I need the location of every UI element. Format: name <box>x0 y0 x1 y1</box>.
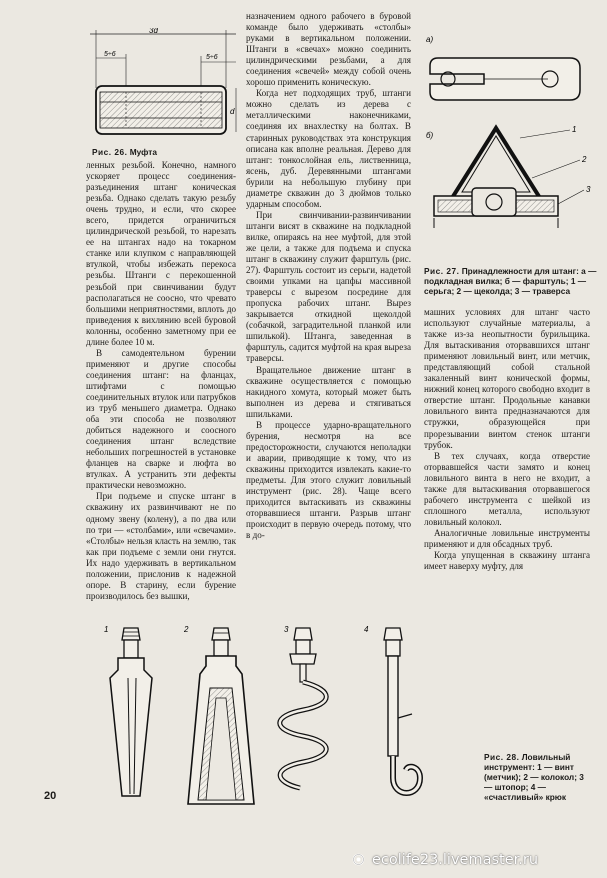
fig28-num-4: 4 <box>364 625 369 634</box>
figure-26-coupling-drawing <box>86 28 246 148</box>
fig28-num-3: 3 <box>284 625 289 634</box>
figure-28-fishing-tools-drawing <box>90 618 460 818</box>
fig27-label-a: а) <box>426 35 434 44</box>
fig26-dim-left: 5÷6 <box>104 51 116 58</box>
col3-paragraph-4: Когда упущенная в скважину штанга имеет наверху муфту, для <box>424 550 590 572</box>
fig28-caption-label: Рис. 28. <box>484 752 520 762</box>
figure-26-caption <box>92 147 157 157</box>
figure-27-rod-accessories-drawing <box>420 28 605 263</box>
col2-paragraph-3: При свинчивании-развинчивании штанги висят в скважине на подкладной вилке, опираясь на нее муфтой, для этой же цели, а также для подъема и спуска штанг в скважину служит фарштуль (рис. 27). Фарштуль состоит из серьги, надетой своими упками на цапфы массивной траверсы с вырезом посредине для пропуска рабочих штанг. Вырез закрывается откидной щеколдой (собачкой, заградительной планкой или шпилькой). Штанга, заведенная в фарштуль, садится муфтой на края выреза траверсы. <box>246 209 411 364</box>
watermark-text: ecolife23.livemaster.ru <box>372 852 539 868</box>
fig27-num-2: 2 <box>582 155 587 164</box>
fig26-caption-text: Муфта <box>129 147 157 157</box>
text-column-3 <box>424 307 590 572</box>
fig27-caption-text: Принадлежности для штанг: а — подкладная вилка; б — фарштуль; 1 — серьга; 2 — щеколда; 3 — траверса <box>424 266 597 296</box>
col2-paragraph-2: Когда нет подходящих труб, штанги можно сделать из дерева с металлическими наконечниками, соединяя их внахлестку на болтах. В старинных руководствах эта конструкция описана как вполне реальная. Дерево для штанг: тонкослойная ель, лиственница, ясень, дуб. Деревянными штангами бурили на небольшую глубину при диаметре скважин до 3 дюймов только ударным способом. <box>246 88 411 209</box>
fig26-dim-right: 5÷6 <box>206 54 218 61</box>
fig26-dim-side: d <box>230 107 235 116</box>
fig28-hook-tool <box>384 628 420 793</box>
figure-27-caption <box>424 266 600 296</box>
fig26-dim-top: 3d <box>149 28 158 35</box>
fig27-caption-label: Рис. 27. <box>424 266 460 276</box>
col1-paragraph-1: ленных резьбой. Конечно, намного ускоряет процесс соединения-разъединения штанг коническая резьба. Однако сделать такую резьбу очень трудно, и если, что скорее всего, придется ограничиться цилиндрической резьбой, то нарезать ее на штангах надо на токарном станке или клупком с направляющей втулкой, чтобы избежать перекоса резьбы. Штанги с перекошенной резьбой при свинчивании будут располагаться не соосно, что чревато большими неприятностями, вплоть до приведения к вихлянию всей буровой колонны, особенно заметному при ее длине более 10 м. <box>86 160 236 347</box>
fig27-num-3: 3 <box>586 185 591 194</box>
fig28-bell-tool <box>188 628 254 804</box>
fig28-corkscrew-tool <box>280 628 327 788</box>
col3-paragraph-2: В тех случаях, когда отверстие оторвавшейся части замято и конец ловильного винта в него не входит, а также для вытаскивания оторвавшегося рабочего инструмента с шейкой из сплошного металла, используют ловильный колокол. <box>424 450 590 527</box>
fig27-label-b: б) <box>426 131 434 140</box>
col3-paragraph-3: Аналогичные ловильные инструменты применяют и для обсадных труб. <box>424 527 590 549</box>
fig28-num-1: 1 <box>104 625 109 634</box>
figure-28-caption <box>484 752 594 802</box>
fig28-tap-tool <box>110 628 152 796</box>
fig28-caption-text: Ловильный инструмент: 1 — винт (метчик); 2 — колокол; 3 — штопор; 4 — «счастливый» крюк <box>484 752 584 802</box>
fig26-caption-label: Рис. 26. <box>92 147 128 157</box>
col3-paragraph-1: машних условиях для штанг часто используют случайные материалы, а также из-за неопытности бурильщика. Для вытаскивания оторвавшихся штанг применяют ловильный винт, или метчик, представляющий собой стальной закаленный винт конической формы, нижний конец которого свободно входит в отверстие штанг. Продольные канавки ловильного винта предназначаются для стружки, образующейся при прорезывании винтом стенок штанги трубок. <box>424 307 590 450</box>
text-column-1 <box>86 160 236 602</box>
col2-paragraph-5: В процессе ударно-вращательного бурения, несмотря на все предосторожности, случаются неполадки и аварии, приводящие к тому, что из скважины приходится извлекать какие-то предметы. Для этого служит ловильный инструмент (рис. 28). Чаще всего приходится вытаскивать из скважины оторвавшиеся штанги. Разрыв штанг происходит в первую очередь потому, что в до- <box>246 419 411 541</box>
fig27-num-1: 1 <box>572 125 577 134</box>
page-number: 20 <box>44 790 57 802</box>
watermark-ornament-icon <box>350 851 367 868</box>
text-column-2 <box>246 11 411 541</box>
col1-paragraph-3: При подъеме и спуске штанг в скважину их развинчивают не по одному звену (колену), а по два или по три — «столбами», или «свечами». «Столбы» нельзя класть на землю, так как при подъеме с земли они гнутся. Их надо удерживать в вертикальном положении, прислонив к надежной опоре. В старину, если бурение производилось без вышки, <box>86 491 236 601</box>
col1-paragraph-2: В самодеятельном бурении применяют и другие способы соединения штанг: на фланцах, штифтами с помощью соединительных втулок или патрубков из труб меньшего диаметра. Однако оба эти способа не позволяют добиться надежного и соосного соединения штанг вследствие небольших погрешностей в установке фланцев на сварке и люфта во втулках. А устранить эти дефекты практически невозможно. <box>86 347 236 491</box>
col2-paragraph-1: назначением одного рабочего в буровой команде было удерживать «столбы» руками в вертикальном положении. Штанги в «свечах» можно соединить цилиндрическими резьбами, а для соединения «свечей» между собой очень хорошо применить коническую. <box>246 11 411 88</box>
fig28-num-2: 2 <box>184 625 189 634</box>
col2-paragraph-4: Вращательное движение штанг в скважине осуществляется с помощью накидного хомута, который может быть выполнен из дерева и стягиваться шпильками. <box>246 364 411 419</box>
